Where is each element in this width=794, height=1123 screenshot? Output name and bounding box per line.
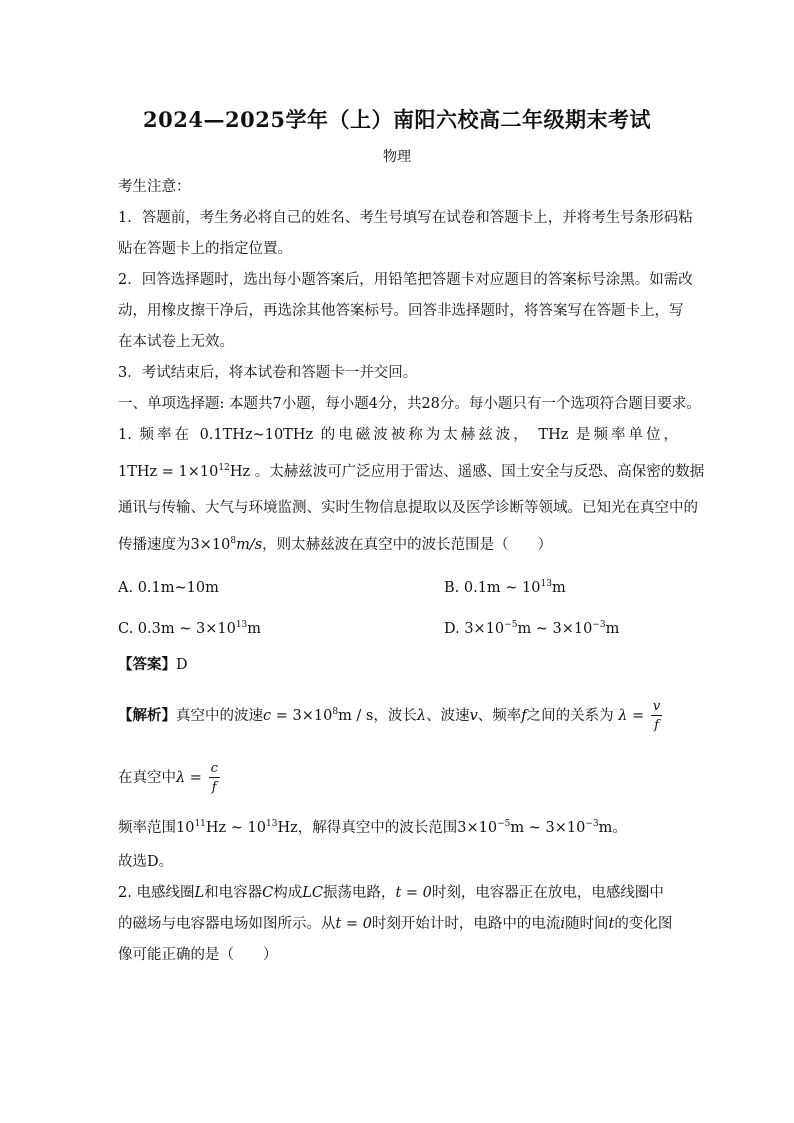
q1-exp-8: 8 <box>230 536 237 546</box>
q2-text-d: 振荡电路， <box>322 885 396 901</box>
q1-line-3: 通讯与传输、大气与环境监测、实时生物信息提取以及医学诊断等领域。已知光在真空中的 <box>118 500 698 516</box>
q2-L: L <box>194 885 205 901</box>
q1-analysis-line-1 <box>118 700 690 732</box>
q2-text-c: 构成 <box>273 885 303 901</box>
q2-text-b: 和电容器 <box>204 885 263 901</box>
q1-exp-12: 12 <box>218 463 230 473</box>
fraction-v-over-f <box>651 700 662 732</box>
an1-v: v <box>469 708 478 724</box>
fraction-c-over-f <box>209 762 220 794</box>
q1-line-1: 1. 频率在 0.1THz~10THz 的电磁波被称为太赫兹波， THz 是频率单位， <box>118 427 678 443</box>
q2-t0-b: t = 0 <box>335 916 372 932</box>
note-2-line-1: 2．回答选择题时，选出每小题答案后，用铅笔把答题卡对应题目的答案标号涂黑。如需改 <box>118 272 693 288</box>
q2-text-i: 的变化图 <box>614 916 673 932</box>
an1-lambda: λ <box>416 708 427 724</box>
q1-option-b-unit: m <box>551 580 566 596</box>
an1-text-f: 、波速 <box>426 708 470 724</box>
note-1-line-1: 1．答题前，考生务必将自己的姓名、考生号填写在试卷和答题卡上，并将考生号条形码粘 <box>118 210 693 226</box>
note-2-line-2: 动，用橡皮擦干净后，再选涂其他答案标号。回答非选择题时，将答案写在答题卡上，写 <box>118 303 684 319</box>
q2-C: C <box>262 885 274 901</box>
q1-line-4-tail: ，则太赫兹波在真空中的波长范围是（ ） <box>262 537 553 553</box>
q1-answer <box>118 655 678 675</box>
notes-heading: 考生注意： <box>118 179 191 195</box>
frac2-numerator: c <box>210 761 218 776</box>
exam-subject: 物理 <box>383 149 411 165</box>
q2-line-1 <box>118 883 690 903</box>
q1-option-b <box>444 578 566 598</box>
an3-exp-2: 13 <box>266 819 278 829</box>
q1-option-d-unit: m <box>605 621 620 637</box>
frac2-denominator: f <box>211 780 217 795</box>
an3-text-e: m。 <box>598 820 627 836</box>
q1-option-c-unit: m <box>247 621 262 637</box>
an3-text-c: Hz，解得真空中的波长范围3×10 <box>277 820 498 836</box>
q2-t: t <box>608 916 615 932</box>
answer-value: D <box>176 657 188 673</box>
q2-line-2 <box>118 914 690 934</box>
an3-exp-3: −5 <box>497 819 511 829</box>
q2-line-3: 像可能正确的是（ ） <box>118 947 278 963</box>
an1-c: c <box>263 708 272 724</box>
q1-option-d-mid: m ~ 3×10 <box>517 621 593 637</box>
an3-text-a: 频率范围10 <box>118 820 195 836</box>
exam-title: 2024—2025学年（上）南阳六校高二年级期末考试 <box>143 107 651 132</box>
q2-LC: LC <box>302 885 323 901</box>
q1-line-2-text: Hz 。太赫兹波可广泛应用于雷达、遥感、国土安全与反恐、高保密的数据 <box>229 464 705 480</box>
q1-conclusion: 故选D。 <box>118 854 174 870</box>
answer-label: 【答案】 <box>118 656 176 673</box>
q1-option-b-text: B. 0.1m ~ 10 <box>444 580 541 596</box>
q1-math-thz: 1THz = 1×10 <box>118 464 219 480</box>
q2-text-a: 2. 电感线圈 <box>118 885 195 901</box>
q1-speed-unit: m/s <box>236 537 263 553</box>
q1-option-c-exp: 13 <box>235 620 248 630</box>
q1-option-b-exp: 13 <box>540 579 552 589</box>
q1-option-d-exp-1: −5 <box>504 620 518 630</box>
an2-relation: λ = <box>176 770 202 786</box>
q2-text-f: 的磁场与电容器电场如图所示。从 <box>118 916 336 932</box>
an2-text: 在真空中 <box>118 770 176 786</box>
an1-value: = 3×10 <box>271 708 333 724</box>
an3-exp-1: 11 <box>194 819 206 829</box>
note-2-line-3: 在本试卷上无效。 <box>118 334 234 350</box>
note-1-line-2: 贴在答题卡上的指定位置。 <box>118 241 292 257</box>
q1-line-2 <box>118 462 705 482</box>
q1-line-4 <box>118 535 678 555</box>
q1-line-4-lead: 传播速度为 <box>118 537 191 553</box>
analysis-label: 【解析】 <box>118 707 176 724</box>
an1-text-a: 真空中的波速 <box>176 708 263 724</box>
an1-text-g: 、频率 <box>477 708 522 724</box>
an1-text-h: 之间的关系为 <box>526 708 614 724</box>
an3-exp-4: −3 <box>585 819 599 829</box>
q1-option-c <box>118 619 261 639</box>
q2-text-e: 时刻，电容器正在放电，电感线圈中 <box>431 885 664 901</box>
q1-option-d <box>444 619 619 639</box>
q1-analysis-line-2 <box>118 762 678 794</box>
section-1-heading: 一、单项选择题: 本题共7小题，每小题4分，共28分。每小题只有一个选项符合题目要求。 <box>118 396 701 412</box>
an1-text-e: ，波长 <box>373 708 417 724</box>
frac1-numerator: v <box>652 699 661 714</box>
q2-t0: t = 0 <box>395 885 432 901</box>
q1-option-a: A. 0.1m~10m <box>118 580 219 596</box>
an3-text-b: Hz ~ 10 <box>205 820 267 836</box>
q1-option-c-text: C. 0.3m ~ 3×10 <box>118 621 236 637</box>
note-3: 3．考试结束后，将本试卷和答题卡一并交回。 <box>118 365 418 381</box>
an1-relation: λ = <box>618 708 645 724</box>
an1-f: f <box>521 708 527 724</box>
q1-option-d-exp-2: −3 <box>592 620 606 630</box>
q1-option-d-text: D. 3×10 <box>444 621 505 637</box>
an1-exp: 8 <box>332 707 339 717</box>
q1-analysis-line-3 <box>118 818 678 838</box>
q2-text-h: 随时间 <box>565 916 609 932</box>
q2-i: i <box>560 916 566 932</box>
frac1-denominator: f <box>654 718 659 733</box>
an1-unit: m / s <box>338 708 374 724</box>
an3-text-d: m ~ 3×10 <box>510 820 586 836</box>
q2-text-g: 时刻开始计时，电路中的电流 <box>371 916 561 932</box>
q1-speed-value: 3×10 <box>190 537 231 553</box>
